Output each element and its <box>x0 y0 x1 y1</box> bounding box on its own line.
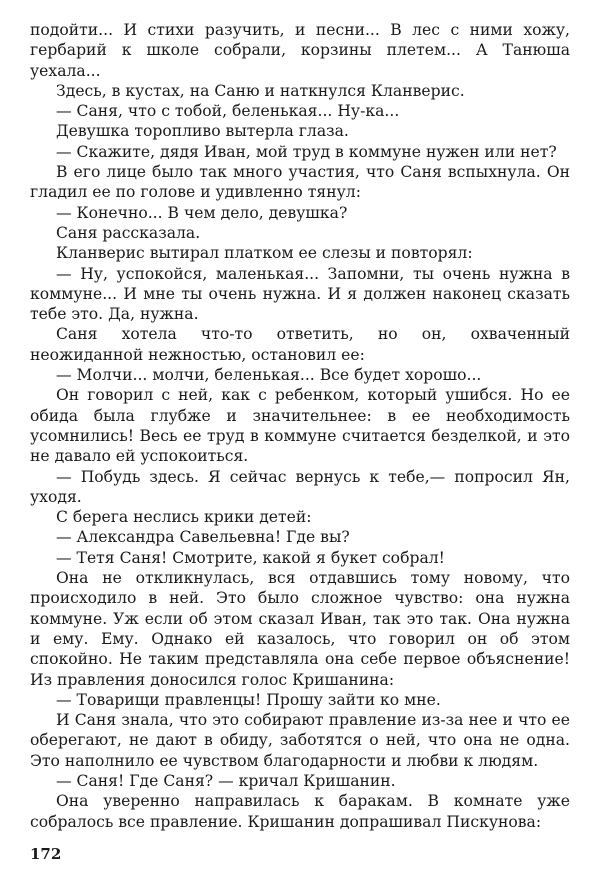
paragraph-11: Саня хотела что-то ответить, но он, охваченный неожиданной нежностью, остановил ее: <box>30 325 570 364</box>
paragraph-8: Саня рассказала. <box>56 223 201 242</box>
paragraph-14: — Побудь здесь. Я сейчас вернусь к тебе,— попросил Ян, уходя. <box>30 467 570 506</box>
paragraph-7: — Конечно... В чем дело, девушка? <box>56 203 348 222</box>
paragraph-20: И Саня знала, что это собирают правление из-за нее и что ее оберегают, не дают в обиду, заботятся о ней, что она не одна. Это наполнило ее чувством благодарности и любви к людям. <box>30 711 570 770</box>
paragraph-1: подойти... И стихи разучить, и песни... В лес с ними хожу, гербарий к школе собрали, корзины плетем... А Танюша уехала... <box>30 21 570 80</box>
paragraph-17: — Тетя Саня! Смотрите, какой я букет собрал! <box>56 548 445 567</box>
paragraph-4: Девушка торопливо вытерла глаза. <box>56 122 349 141</box>
page-number: 172 <box>30 845 62 863</box>
paragraph-19: — Товарищи правленцы! Прошу зайти ко мне. <box>56 690 441 709</box>
paragraph-21: — Саня! Где Саня? — кричал Кришанин. <box>56 771 396 790</box>
paragraph-15: С берега неслись крики детей: <box>56 508 312 527</box>
paragraph-2: Здесь, в кустах, на Саню и наткнулся Кланверис. <box>56 81 465 100</box>
paragraph-3: — Саня, что с тобой, беленькая... Ну-ка... <box>56 102 400 121</box>
paragraph-12: — Молчи... молчи, беленькая... Все будет хорошо... <box>56 366 482 385</box>
paragraph-18: Она не откликнулась, вся отдавшись тому новому, что происходило в ней. Это было сложное чувство: она нужна коммуне. Уж если об этом сказал Иван, так это так. Она нужна и ему. Ему. Однако ей казалось, что говорил он об этом спокойно. Не таким представляла она себе первое объяснение! Из правления доносился голос Кришанина: <box>30 569 570 689</box>
paragraph-9: Кланверис вытирал платком ее слезы и повторял: <box>56 244 473 263</box>
paragraph-22: Она уверенно направилась к баракам. В комнате уже собралось все правление. Кришанин допрашивал Пискунова: <box>30 792 570 831</box>
paragraph-10: — Ну, успокойся, маленькая... Запомни, ты очень нужна в коммуне... И мне ты очень нужна. И я должен наконец сказать тебе это. Да, нужна. <box>30 264 570 324</box>
paragraph-16: — Александра Савельевна! Где вы? <box>56 528 350 547</box>
paragraph-13: Он говорил с ней, как с ребенком, который ушибся. Но ее обида была глубже и значительнее: в ее необходимость усомнились! Весь ее труд в коммуне считается безделкой, и это не давало ей успокоиться. <box>30 386 570 466</box>
paragraph-5: — Скажите, дядя Иван, мой труд в коммуне нужен или нет? <box>56 142 557 161</box>
paragraph-6: В его лице было так много участия, что Саня вспыхнула. Он гладил ее по голове и удивленно тянул: <box>30 163 570 202</box>
page-text-body <box>30 20 570 832</box>
